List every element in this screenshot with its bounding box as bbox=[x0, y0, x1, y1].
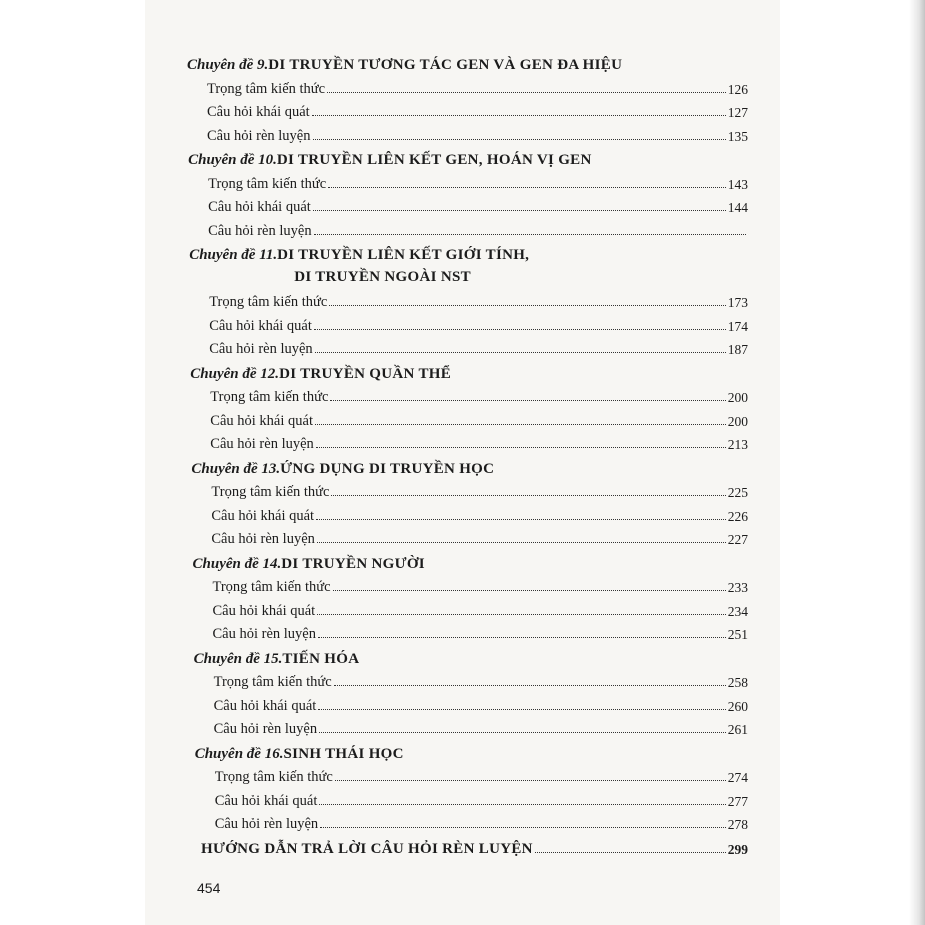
toc-entry bbox=[210, 408, 748, 430]
chapter-heading bbox=[189, 242, 748, 264]
entry-label: Trọng tâm kiến thức bbox=[211, 484, 330, 501]
dot-leader bbox=[316, 447, 726, 448]
chapter-prefix: Chuyên đề 14. bbox=[192, 555, 282, 572]
entry-label: Trọng tâm kiến thức bbox=[214, 769, 333, 786]
toc-entry bbox=[207, 76, 748, 98]
toc-entry bbox=[207, 99, 748, 121]
entry-label: Câu hỏi khái quát bbox=[211, 507, 315, 524]
toc-entry bbox=[208, 218, 748, 240]
chapter-title: ỨNG DỤNG DI TRUYỀN HỌC bbox=[280, 460, 495, 477]
entry-page-number: 200 bbox=[727, 390, 748, 406]
dot-leader bbox=[331, 495, 725, 496]
entry-page-number: 227 bbox=[727, 532, 748, 548]
entry-label: Câu hỏi khái quát bbox=[210, 412, 313, 429]
dot-leader bbox=[314, 234, 746, 235]
toc-entry bbox=[213, 621, 749, 643]
dot-leader bbox=[334, 685, 726, 686]
chapter-prefix: Chuyên đề 10. bbox=[188, 152, 277, 168]
entry-label: Câu hỏi rèn luyện bbox=[211, 531, 315, 548]
chapter-heading bbox=[195, 741, 748, 763]
toc-entry bbox=[215, 764, 748, 786]
entry-label: Câu hỏi khái quát bbox=[213, 697, 317, 714]
chapter-heading bbox=[193, 551, 749, 573]
entry-label: Câu hỏi khái quát bbox=[209, 317, 312, 334]
entry-label: Câu hỏi rèn luyện bbox=[209, 341, 313, 358]
toc-entry bbox=[211, 503, 748, 525]
chapter-title-line2: DI TRUYỀN NGOÀI NST bbox=[294, 268, 471, 285]
dot-leader bbox=[318, 709, 725, 710]
toc-entry bbox=[208, 171, 748, 193]
entry-label: Câu hỏi rèn luyện bbox=[212, 626, 316, 643]
chapter-heading bbox=[187, 52, 748, 74]
toc-entry bbox=[207, 123, 748, 145]
chapter-prefix: Chuyên đề 15. bbox=[193, 650, 283, 667]
dot-leader bbox=[314, 329, 726, 330]
chapter-title: SINH THÁI HỌC bbox=[283, 745, 404, 762]
toc-entry bbox=[209, 313, 748, 335]
dot-leader bbox=[317, 542, 726, 543]
dot-leader bbox=[312, 115, 726, 116]
entry-page-number: 260 bbox=[727, 698, 748, 714]
page-edge-shadow bbox=[909, 0, 925, 925]
entry-page-number: 226 bbox=[727, 508, 748, 524]
dot-leader bbox=[333, 590, 726, 591]
dot-leader bbox=[319, 732, 726, 733]
toc-entry bbox=[213, 598, 749, 620]
entry-label: Trọng tâm kiến thức bbox=[208, 175, 327, 192]
dot-leader bbox=[329, 305, 725, 306]
entry-page-number: 233 bbox=[727, 580, 748, 596]
chapter-prefix: Chuyên đề 12. bbox=[190, 365, 280, 382]
dot-leader bbox=[317, 614, 726, 615]
entry-page-number: 173 bbox=[727, 295, 748, 311]
dot-leader bbox=[316, 519, 726, 520]
toc-entry bbox=[209, 336, 748, 358]
entry-page-number: 143 bbox=[727, 176, 748, 192]
toc-entry bbox=[214, 716, 748, 738]
entry-label: Câu hỏi rèn luyện bbox=[208, 222, 312, 239]
chapter-heading bbox=[191, 456, 748, 478]
dot-leader bbox=[319, 804, 725, 805]
entry-page-number: 127 bbox=[727, 105, 748, 121]
entry-label: Câu hỏi rèn luyện bbox=[214, 816, 319, 833]
chapter-title: DI TRUYỀN NGƯỜI bbox=[281, 555, 425, 572]
chapter-title-continued bbox=[294, 264, 748, 286]
toc-entry bbox=[209, 289, 748, 311]
entry-page-number: 251 bbox=[727, 627, 748, 643]
chapter-prefix: Chuyên đề 11. bbox=[189, 247, 278, 263]
dot-leader bbox=[330, 400, 725, 401]
dot-leader bbox=[315, 352, 726, 353]
entry-page-number: 274 bbox=[727, 770, 748, 786]
entry-label: Trọng tâm kiến thức bbox=[209, 294, 328, 311]
toc-entry bbox=[214, 693, 748, 715]
table-of-contents bbox=[145, 0, 780, 925]
entry-label: Câu hỏi khái quát bbox=[212, 602, 316, 619]
chapter-heading bbox=[190, 361, 748, 383]
book-page bbox=[145, 0, 780, 925]
chapter-prefix: Chuyên đề 9. bbox=[187, 57, 269, 73]
entry-label: Câu hỏi khái quát bbox=[208, 199, 311, 216]
dot-leader bbox=[320, 827, 726, 828]
entry-page-number: 225 bbox=[727, 485, 748, 501]
entry-label: Trọng tâm kiến thức bbox=[207, 80, 326, 97]
entry-page-number: 261 bbox=[727, 722, 748, 738]
dot-leader bbox=[327, 92, 726, 93]
entry-label: Câu hỏi rèn luyện bbox=[207, 127, 311, 144]
entry-page-number: 126 bbox=[727, 81, 748, 97]
entry-page-number: 234 bbox=[727, 603, 748, 619]
entry-page-number: 258 bbox=[727, 675, 748, 691]
final-page-number: 299 bbox=[727, 841, 748, 857]
entry-label: Câu hỏi khái quát bbox=[214, 792, 318, 809]
chapter-prefix: Chuyên đề 13. bbox=[191, 460, 281, 477]
toc-entry bbox=[210, 384, 748, 406]
entry-label: Câu hỏi khái quát bbox=[207, 104, 310, 121]
entry-page-number: 187 bbox=[727, 342, 748, 358]
toc-entry bbox=[211, 526, 748, 548]
toc-entry bbox=[213, 574, 749, 596]
dot-leader bbox=[313, 210, 726, 211]
entry-page-number: 278 bbox=[727, 817, 748, 833]
dot-leader bbox=[315, 424, 726, 425]
chapter-heading bbox=[188, 147, 748, 169]
entry-page-number: 135 bbox=[727, 128, 748, 144]
toc-entry bbox=[208, 194, 748, 216]
toc-entry bbox=[210, 431, 748, 453]
entry-label: Trọng tâm kiến thức bbox=[212, 579, 331, 596]
toc-entry bbox=[214, 669, 748, 691]
toc-entry bbox=[211, 479, 748, 501]
entry-label: Câu hỏi rèn luyện bbox=[213, 721, 318, 738]
final-heading bbox=[201, 836, 748, 858]
entry-page-number: 144 bbox=[727, 200, 748, 216]
chapter-title: TIẾN HÓA bbox=[282, 650, 360, 667]
dot-leader bbox=[313, 139, 726, 140]
entry-label: Câu hỏi rèn luyện bbox=[210, 436, 314, 453]
page-number: 454 bbox=[197, 880, 221, 896]
dot-leader bbox=[328, 187, 726, 188]
chapter-title: DI TRUYỀN TƯƠNG TÁC GEN VÀ GEN ĐA HIỆU bbox=[268, 57, 623, 73]
chapter-heading bbox=[194, 646, 748, 668]
toc-entry bbox=[215, 811, 748, 833]
dot-leader bbox=[335, 780, 726, 781]
entry-page-number: 277 bbox=[727, 793, 748, 809]
chapter-title: DI TRUYỀN LIÊN KẾT GEN, HOÁN VỊ GEN bbox=[276, 152, 592, 168]
entry-label: Trọng tâm kiến thức bbox=[210, 389, 329, 406]
entry-page-number: 200 bbox=[727, 413, 748, 429]
chapter-title: DI TRUYỀN QUẦN THỂ bbox=[279, 365, 452, 382]
chapter-prefix: Chuyên đề 16. bbox=[194, 745, 284, 762]
final-title: HƯỚNG DẪN TRẢ LỜI CÂU HỎI RÈN LUYỆN bbox=[201, 840, 533, 857]
dot-leader bbox=[318, 637, 726, 638]
entry-label: Trọng tâm kiến thức bbox=[213, 674, 332, 691]
toc-entry bbox=[215, 788, 748, 810]
entry-page-number: 213 bbox=[727, 437, 748, 453]
dot-leader bbox=[535, 852, 726, 853]
entry-page-number: 174 bbox=[727, 318, 748, 334]
chapter-title: DI TRUYỀN LIÊN KẾT GIỚI TÍNH, bbox=[277, 247, 530, 263]
